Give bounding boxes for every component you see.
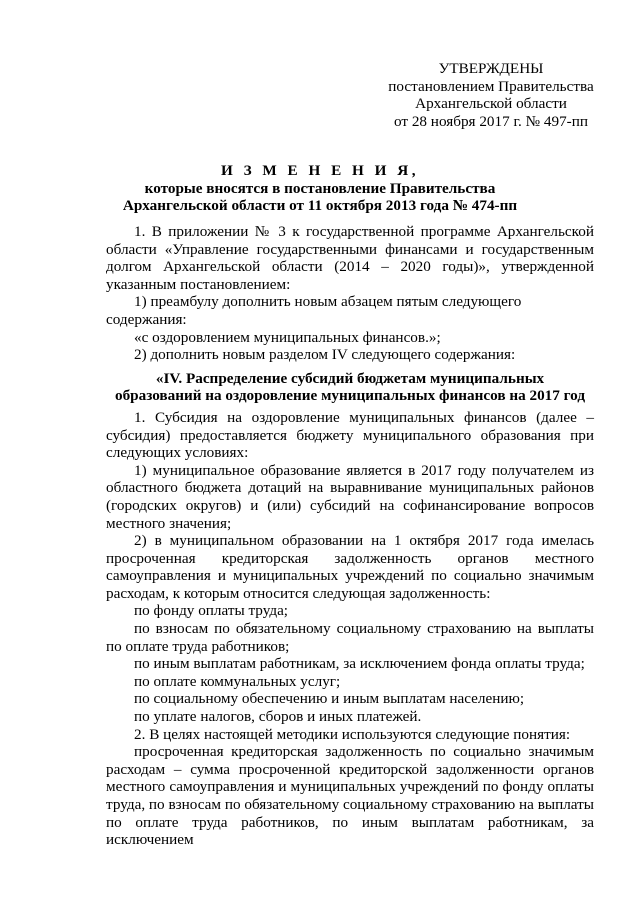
approval-line: от 28 ноября 2017 г. № 497-пп (394, 112, 588, 130)
approval-line: УТВЕРЖДЕНЫ (438, 60, 544, 77)
paragraph: 1. Субсидия на оздоровление муниципальных финансов (далее – субсидия) предоставляется бюджету муниципального образования при следующих условиях: (106, 408, 594, 462)
section-heading-line: «IV. Распределение субсидий бюджетам муниципальных (155, 369, 545, 387)
document-body (106, 223, 594, 849)
section-heading-line: образований на оздоровление муниципальных финансов на 2017 год (114, 387, 586, 405)
paragraph: по иным выплатам работникам, за исключением фонда оплаты труда; (134, 655, 585, 673)
paragraph: по оплате коммунальных услуг; (134, 672, 341, 690)
document-subtitle: которые вносятся в постановление Правительства (144, 179, 496, 197)
document-title: И З М Е Н Е Н И Я, (220, 162, 419, 179)
paragraph: 2) в муниципальном образовании на 1 октября 2017 года имелась просроченная кредиторская задолженность органов местного самоуправления и муниципальных учреждений по социально значимым расходам, к которым относится следующая задолженность: (106, 532, 594, 602)
document-subtitle: Архангельской области от 11 октября 2013 года № 474-пп (122, 197, 518, 215)
section-heading (106, 370, 594, 405)
paragraph: просроченная кредиторская задолженность по социально значимым расходам – сумма просроченной кредиторской задолженности органов местного самоуправления и муниципальных учреждений по фонду оплаты труда, по взносам по обязательному социальному страхованию на выплаты по оплате труда работников, по иным выплатам работникам, за исключением (106, 743, 594, 849)
approval-line: постановлением Правительства (388, 77, 594, 95)
paragraph: по социальному обеспечению и иным выплатам населению; (134, 690, 525, 708)
paragraph: 1. В приложении № 3 к государственной программе Архангельской области «Управление государственными финансами и государственным долгом Архангельской области (2014 – 2020 годы)», утвержденной указанным постановлением: (106, 223, 594, 293)
paragraph: 1) преамбулу дополнить новым абзацем пятым следующего содержания: (106, 293, 522, 328)
paragraph: 1) муниципальное образование является в 2017 году получателем из областного бюджета дотаций на выравнивание муниципальных районов (городских округов) и (или) субсидий на софинансирование вопросов местного значения; (106, 461, 594, 532)
approval-line: Архангельской области (415, 95, 567, 113)
paragraph: 2) дополнить новым разделом IV следующего содержания: (134, 346, 516, 364)
paragraph: по взносам по обязательному социальному страхованию на выплаты по оплате труда работников; (106, 620, 594, 655)
document-heading (60, 162, 580, 215)
paragraph: «с оздоровлением муниципальных финансов.»; (134, 328, 441, 346)
paragraph: 2. В целях настоящей методики используются следующие понятия: (134, 725, 571, 743)
paragraph: по фонду оплаты труда; (134, 602, 289, 620)
paragraph: по уплате налогов, сборов и иных платежей. (134, 708, 422, 726)
approval-block (372, 60, 610, 130)
